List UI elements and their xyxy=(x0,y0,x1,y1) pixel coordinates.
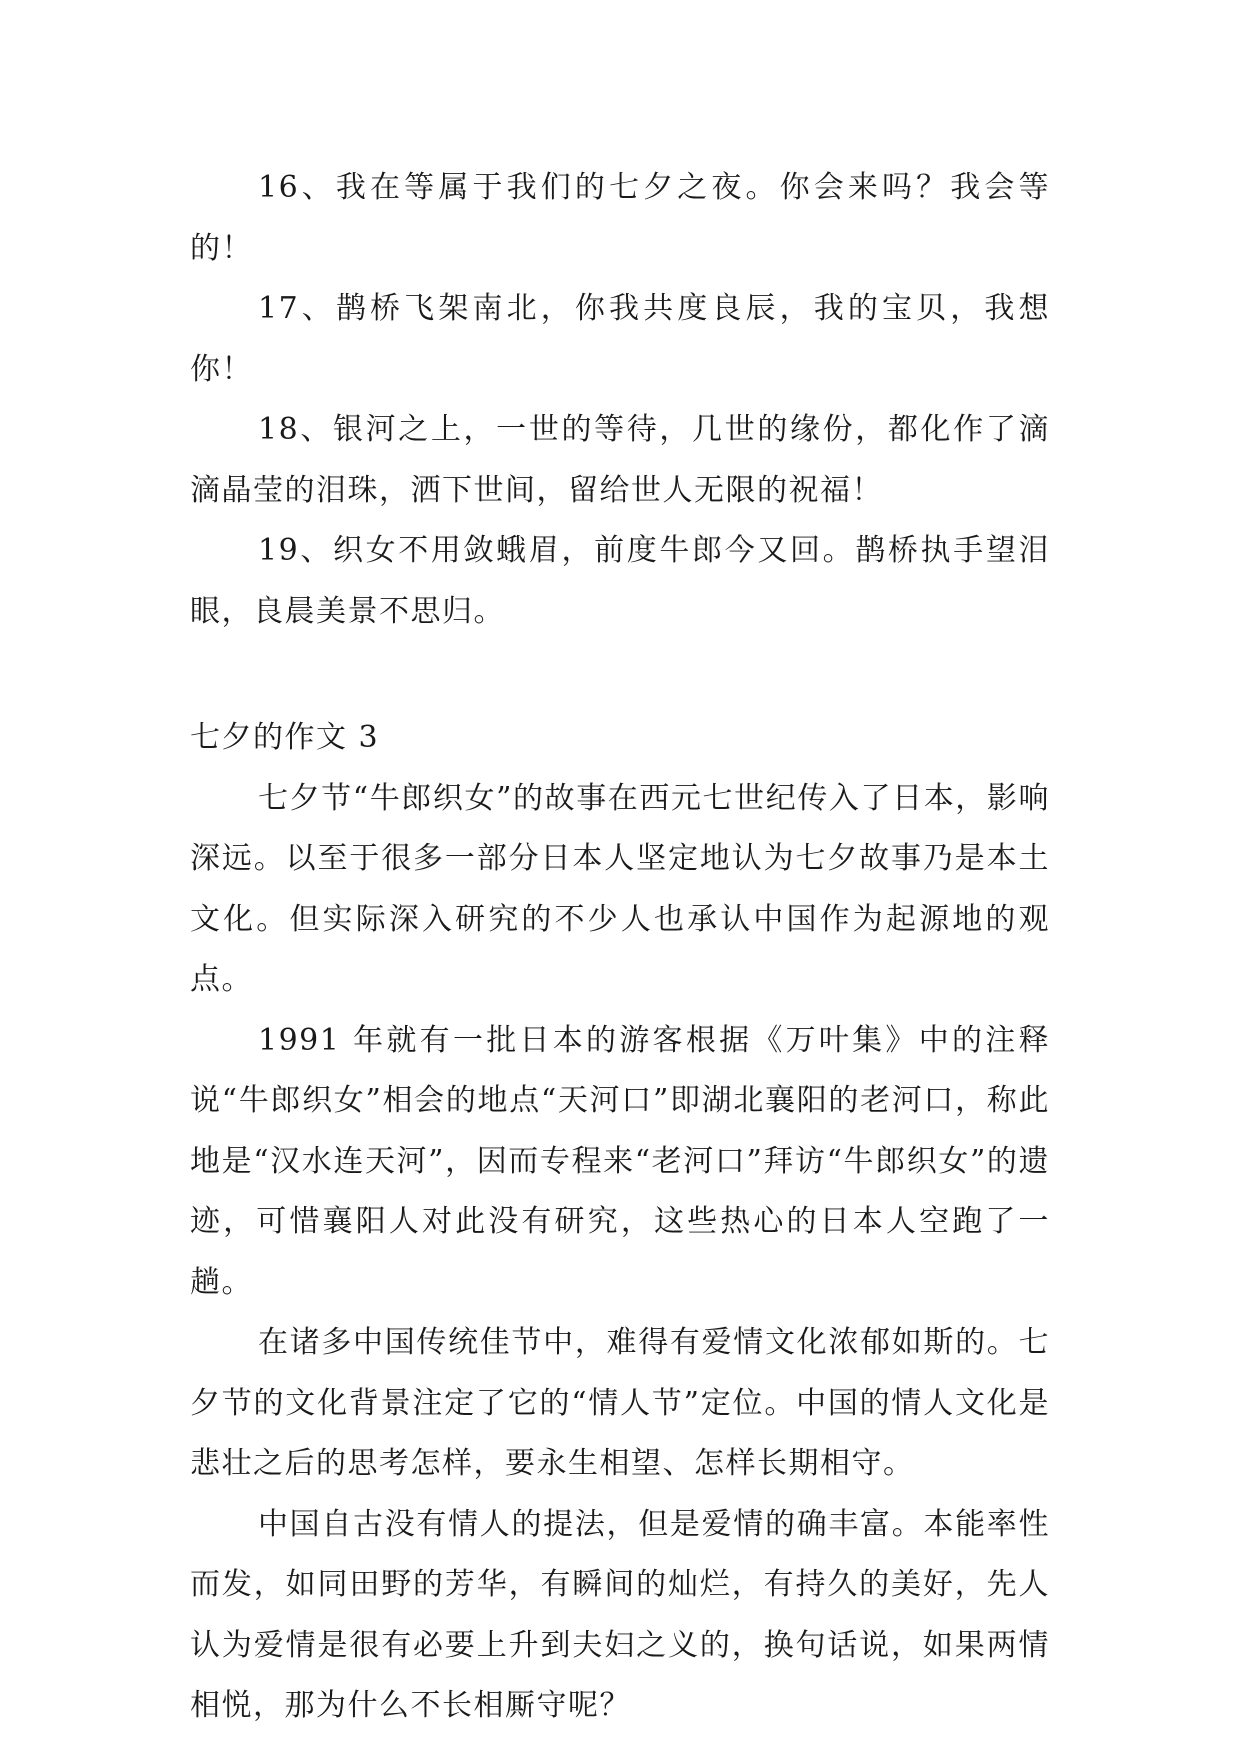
list-item-18: 18、银河之上，一世的等待，几世的缘份，都化作了滴滴晶莹的泪珠，洒下世间，留给世人无限的祝福！ xyxy=(190,412,1050,508)
paragraph-1: 七夕节“牛郎织女”的故事在西元七世纪传入了日本，影响深远。以至于很多一部分日本人坚定地认为七夕故事乃是本土文化。但实际深入研究的不少人也承认中国作为起源地的观点。 xyxy=(190,780,1050,997)
section-title: 七夕的作文 3 xyxy=(190,720,380,755)
list-item-19: 19、织女不用敛蛾眉，前度牛郎今又回。鹊桥执手望泪眼，良晨美景不思归。 xyxy=(190,533,1050,629)
list-item-17: 17、鹊桥飞架南北，你我共度良辰，我的宝贝，我想你！ xyxy=(190,291,1050,387)
list-item-16: 16、我在等属于我们的七夕之夜。你会来吗？我会等的！ xyxy=(190,170,1050,266)
paragraph-3: 在诸多中国传统佳节中，难得有爱情文化浓郁如斯的。七夕节的文化背景注定了它的“情人节”定位。中国的情人文化是悲壮之后的思考怎样，要永生相望、怎样长期相守。 xyxy=(190,1325,1050,1481)
paragraph-2: 1991 年就有一批日本的游客根据《万叶集》中的注释说“牛郎织女”相会的地点“天河口”即湖北襄阳的老河口，称此地是“汉水连天河”，因而专程来“老河口”拜访“牛郎织女”的遗迹，可惜襄阳人对此没有研究，这些热心的日本人空跑了一趟。 xyxy=(190,1022,1050,1300)
document-page xyxy=(190,158,1050,1737)
paragraph-4: 中国自古没有情人的提法，但是爱情的确丰富。本能率性而发，如同田野的芳华，有瞬间的灿烂，有持久的美好，先人认为爱情是很有必要上升到夫妇之义的，换句话说，如果两情相悦，那为什么不长相厮守呢？ xyxy=(190,1506,1050,1723)
